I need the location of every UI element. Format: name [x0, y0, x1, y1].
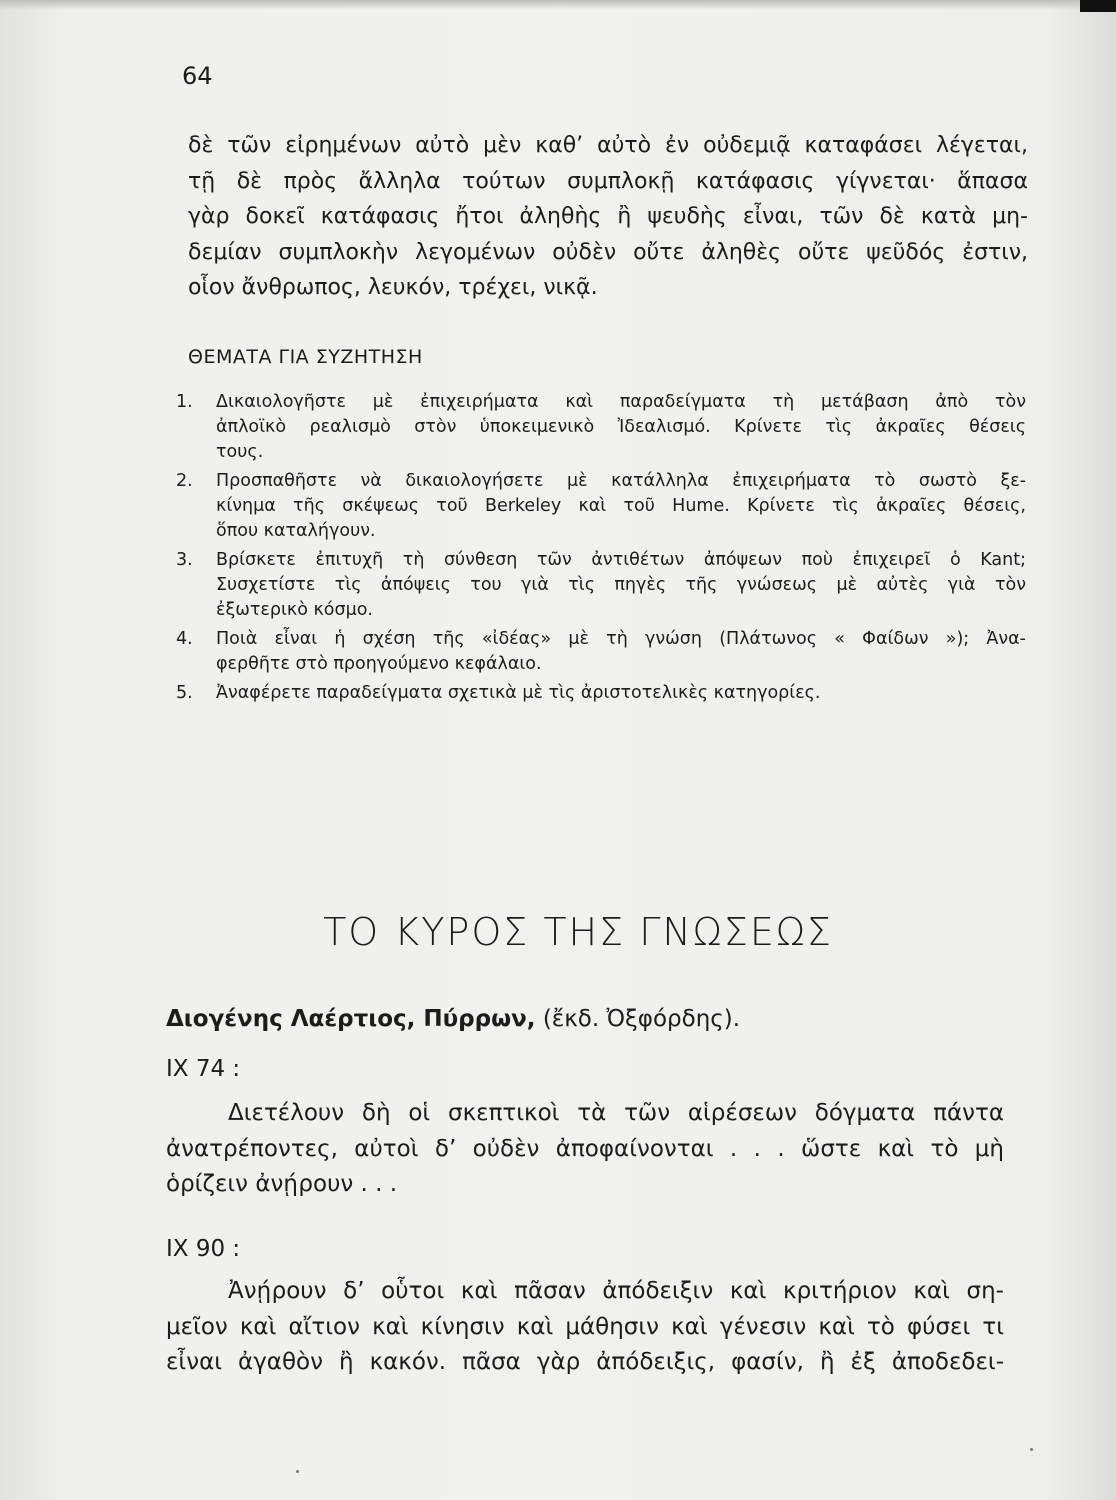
passage-line: δὲ τῶν εἰρημένων αὐτὸ μὲν καθ’ αὐτὸ ἐν οὐδεμιᾷ καταφάσει λέγεται,	[188, 133, 1028, 158]
quote-reference: IX 74 :	[166, 1056, 241, 1082]
item-line: Βρίσκετε ἐπιτυχῆ τὴ σύνθεση τῶν ἀντιθέτων ἀπόψεων ποὺ ἐπιχειρεῖ ὁ Kant;	[216, 550, 1026, 570]
quote-reference: IX 90 :	[166, 1236, 241, 1262]
item-text	[216, 469, 1026, 544]
passage-line: γὰρ δοκεῖ κατάφασις ἤτοι ἀληθὴς ἢ ψευδὴς εἶναι, τῶν δὲ κατὰ μη-	[188, 204, 1028, 230]
discussion-heading: ΘΕΜΑΤΑ ΓΙΑ ΣΥΖΗΤΗΣΗ	[188, 346, 423, 368]
item-text	[216, 681, 1026, 706]
item-number: 1.	[176, 392, 193, 412]
item-text	[216, 627, 1026, 677]
source-author: Διογένης Λαέρτιος, Πύρρων,	[166, 1006, 536, 1032]
quote-line: Διετέλουν δὴ οἱ σκεπτικοὶ τὰ τῶν αἱρέσεων δόγματα πάντα	[228, 1100, 1004, 1126]
quote-line: εἶναι ἀγαθὸν ἢ κακόν. πᾶσα γὰρ ἀπόδειξις, φασίν, ἢ ἐξ ἀποδεδει-	[166, 1349, 1004, 1375]
item-number: 3.	[176, 550, 193, 570]
quote-line: ἀνατρέποντες, αὐτοὶ δ’ οὐδὲν ἀποφαίνονται . . . ὥστε καὶ τὸ μὴ	[166, 1135, 1004, 1162]
item-text	[216, 390, 1026, 465]
item-line: Προσπαθῆστε νὰ δικαιολογήσετε μὲ κατάλληλα ἐπιχειρήματα τὸ σωστὸ ξε-	[216, 471, 1026, 491]
item-line: Ἀναφέρετε παραδείγματα σχετικὰ μὲ τὶς ἀριστοτελικὲς κατηγορίες.	[216, 683, 821, 703]
discussion-item	[176, 627, 1026, 677]
item-line: ἀπλοϊκὸ ρεαλισμὸ στὸν ὑποκειμενικὸ Ἰδεαλισμό. Κρίνετε τὶς ἀκραῖες θέσεις	[216, 417, 1026, 437]
item-line: ἐξωτερικὸ κόσμο.	[216, 600, 373, 620]
section-title: ΤΟ ΚΥΡΟΣ ΤΗΣ ΓΝΩΣΕΩΣ	[323, 910, 833, 954]
item-line: τους.	[216, 442, 264, 462]
discussion-item	[176, 681, 1026, 706]
passage-line: τῇ δὲ πρὸς ἄλληλα τούτων συμπλοκῇ κατάφασις γίγνεται· ἅπασα	[188, 168, 1028, 194]
scan-speck	[1030, 1448, 1033, 1451]
item-number: 2.	[176, 471, 193, 491]
discussion-list	[176, 390, 1026, 710]
item-line: κίνημα τῆς σκέψεως τοῦ Berkeley καὶ τοῦ Hume. Κρίνετε τὶς ἀκραῖες θέσεις,	[216, 496, 1026, 516]
item-line: Δικαιολογῆστε μὲ ἐπιχειρήματα καὶ παραδείγματα τὴ μετάβαση ἀπὸ τὸν	[216, 392, 1026, 412]
source-citation	[166, 1006, 740, 1032]
item-text	[216, 548, 1026, 623]
item-line: ὅπου καταλήγουν.	[216, 521, 376, 541]
quote-line: μεῖον καὶ αἴτιον καὶ κίνησιν καὶ μάθησιν καὶ γένεσιν καὶ τὸ φύσει τι	[166, 1313, 1004, 1340]
quote-block	[166, 1096, 1004, 1203]
item-line: φερθῆτε στὸ προηγούμενο κεφάλαιο.	[216, 654, 542, 674]
scan-corner-mark	[1080, 0, 1116, 12]
passage-line: οἷον ἄνθρωπος, λευκόν, τρέχει, νικᾷ.	[188, 275, 598, 301]
item-line: Ποιὰ εἶναι ἡ σχέση τῆς «ἰδέας» μὲ τὴ γνώση (Πλάτωνος « Φαίδων »); Ἀνα-	[216, 629, 1026, 649]
page-number: 64	[182, 62, 213, 90]
quote-block	[166, 1274, 1004, 1381]
quote-line: Ἀνῄρουν δ’ οὗτοι καὶ πᾶσαν ἀπόδειξιν καὶ κριτήριον καὶ ση-	[228, 1278, 1004, 1304]
source-edition: (ἔκδ. Ὀξφόρδης).	[542, 1006, 741, 1032]
aristotle-passage	[188, 128, 1028, 306]
item-line: Συσχετίστε τὶς ἀπόψεις του γιὰ τὶς πηγὲς τῆς γνώσεως μὲ αὐτὲς γιὰ τὸν	[216, 575, 1026, 595]
scan-speck	[296, 1470, 299, 1473]
item-number: 4.	[176, 629, 193, 649]
discussion-item	[176, 548, 1026, 623]
scan-top-shadow	[0, 0, 1116, 10]
discussion-item	[176, 390, 1026, 465]
discussion-item	[176, 469, 1026, 544]
passage-line: δεμίαν συμπλοκὴν λεγομένων οὐδὲν οὔτε ἀληθὲς οὔτε ψεῦδός ἐστιν,	[188, 239, 1028, 265]
quote-line: ὁρίζειν ἀνῄρουν . . .	[166, 1171, 398, 1197]
item-number: 5.	[176, 683, 193, 703]
